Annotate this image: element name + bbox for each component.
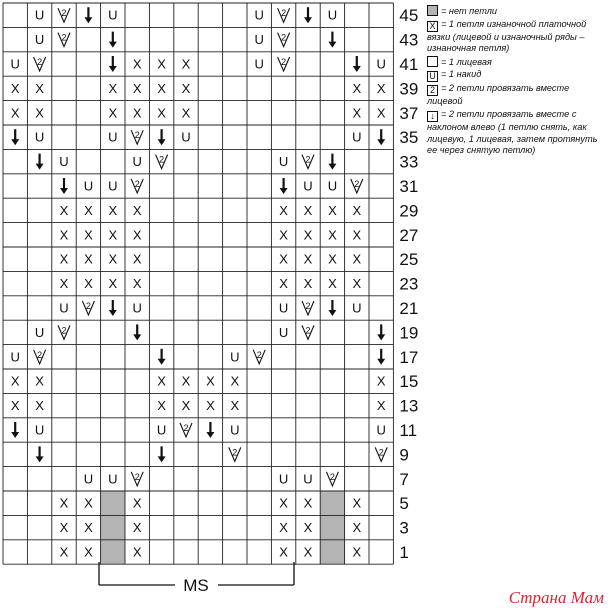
- ssk-arrow-symbol: [377, 129, 385, 145]
- purl-symbol: X: [108, 227, 118, 243]
- k2tog-symbol: [302, 325, 314, 339]
- purl-symbol: X: [10, 373, 20, 389]
- yarn-over-symbol: U: [83, 471, 94, 487]
- purl-symbol: X: [328, 276, 337, 292]
- purl-symbol: X: [10, 80, 20, 96]
- ssk-arrow-symbol: [11, 129, 19, 145]
- purl-symbol: X: [376, 80, 386, 96]
- yarn-over-symbol: U: [10, 56, 20, 72]
- ssk-arrow-symbol: [158, 446, 166, 462]
- purl-symbol: X: [84, 520, 93, 536]
- row-number: 37: [399, 103, 419, 123]
- purl-symbol: X: [84, 227, 93, 243]
- no-stitch-cell: [320, 491, 344, 515]
- purl-symbol: X: [84, 544, 93, 560]
- yarn-over-symbol: U: [278, 154, 289, 170]
- ssk-arrow-symbol: [328, 32, 336, 48]
- k2tog-symbol: [131, 179, 143, 193]
- purl-symbol: X: [181, 105, 191, 121]
- k2tog-number: 2: [305, 301, 311, 311]
- ssk-arrow-symbol: [328, 154, 336, 170]
- k2tog-number: 2: [37, 349, 43, 360]
- purl-symbol: X: [132, 495, 142, 511]
- row-number: 19: [399, 323, 419, 343]
- k2tog-number: 2: [159, 154, 165, 165]
- k2tog-symbol: [229, 447, 241, 461]
- legend-item: [427, 83, 607, 108]
- k2tog-symbol: [278, 57, 290, 71]
- k2tog-number: 2: [329, 471, 335, 482]
- ssk-arrow-symbol: [84, 7, 92, 23]
- k2tog-symbol: [375, 447, 387, 461]
- row-number: 5: [399, 494, 409, 514]
- legend-item: [427, 69, 607, 82]
- k2tog-number: 2: [134, 130, 140, 141]
- yarn-over-symbol: U: [254, 32, 264, 48]
- purl-symbol: X: [352, 276, 362, 292]
- ssk-arrow-symbol: [158, 129, 166, 145]
- yarn-over-symbol: U: [376, 422, 386, 438]
- legend-text: = нет петли: [441, 6, 497, 16]
- k2tog-number: 2: [37, 57, 43, 67]
- legend-item: [427, 56, 607, 69]
- purl-symbol: X: [279, 202, 288, 218]
- purl-symbol: X: [132, 202, 142, 218]
- ssk-arrow-symbol: [11, 422, 19, 438]
- k2tog-symbol: [58, 325, 70, 339]
- row-number: 31: [399, 177, 419, 196]
- no-stitch-cell: [320, 515, 344, 539]
- yarn-over-symbol: U: [132, 300, 142, 316]
- purl-symbol: X: [35, 105, 44, 121]
- row-number: 13: [399, 396, 419, 416]
- k2tog-symbol: [156, 155, 168, 169]
- yarn-over-symbol: U: [230, 349, 240, 365]
- yarn-over-symbol: U: [108, 471, 118, 487]
- yarn-over-symbol: U: [108, 178, 118, 194]
- purl-symbol: X: [157, 373, 166, 389]
- purl-symbol: X: [376, 373, 386, 389]
- row-number: 17: [399, 347, 419, 367]
- row-number: 45: [399, 6, 419, 26]
- row-number: 3: [399, 518, 409, 538]
- ssk-arrow-symbol: [206, 422, 214, 438]
- purl-symbol: X: [108, 276, 118, 292]
- yarn-over-symbol: U: [34, 32, 45, 48]
- row-number: 29: [399, 201, 419, 221]
- k2tog-symbol: [131, 130, 143, 144]
- k2tog-number: 2: [61, 32, 67, 43]
- yarn-over-symbol: U: [278, 324, 289, 340]
- purl-symbol: X: [84, 251, 93, 267]
- purl-symbol: X: [59, 544, 69, 560]
- purl-symbol: X: [10, 105, 20, 121]
- row-number: 7: [399, 469, 409, 489]
- yarn-over-symbol: U: [34, 129, 45, 145]
- legend-text: = 1 лицевая: [441, 56, 492, 67]
- purl-symbol: X: [279, 251, 288, 267]
- purl-symbol: X: [132, 80, 142, 96]
- purl-symbol: X: [303, 202, 313, 218]
- purl-symbol: X: [352, 227, 362, 243]
- yarn-over-symbol: U: [59, 154, 69, 170]
- row-number: 9: [399, 445, 409, 465]
- purl-symbol: X: [132, 105, 142, 121]
- yarn-over-symbol: U: [303, 471, 313, 487]
- purl-symbol: X: [84, 495, 93, 511]
- purl-symbol: X: [303, 544, 313, 560]
- watermark: Страна Мам: [508, 588, 604, 607]
- purl-symbol: X: [303, 276, 313, 292]
- ssk-arrow-symbol: [328, 300, 336, 316]
- ssk-arrow-symbol: [377, 349, 385, 365]
- yarn-over-symbol: U: [376, 56, 386, 72]
- purl-symbol: X: [35, 80, 44, 96]
- repeat-label: MS: [183, 576, 209, 595]
- purl-symbol: X: [303, 520, 313, 536]
- purl-symbol: X: [206, 398, 215, 414]
- purl-symbol: X: [328, 227, 337, 243]
- purl-symbol: X: [352, 80, 362, 96]
- k2tog-symbol: [82, 301, 94, 315]
- purl-symbol: X: [157, 80, 166, 96]
- purl-symbol: X: [59, 202, 69, 218]
- k2tog-number: 2: [305, 325, 311, 336]
- no-stitch-cell: [320, 540, 344, 564]
- row-number: 35: [399, 128, 419, 148]
- purl-symbol: X: [230, 398, 240, 414]
- ssk-arrow-symbol: [280, 178, 288, 194]
- row-number: 1: [399, 543, 409, 562]
- k2tog-number: 2: [61, 325, 67, 336]
- purl-symbol: X: [352, 520, 362, 536]
- purl-symbol: X: [157, 56, 166, 72]
- purl-symbol: X: [279, 276, 288, 292]
- k2tog-symbol: [58, 33, 70, 47]
- legend-text: = 2 петли провязать вместе с наклоном влево (1 петлю снять, как лицевую, 1 лицевая, затем протянуть ее через снятую петлю): [427, 108, 598, 156]
- chart-cells: [11, 7, 388, 564]
- legend-text: = 1 петля изнаночной платочной вязки (лицевой и изнаночный ряды – изнаночная петля): [427, 18, 587, 54]
- purl-symbol: X: [132, 227, 142, 243]
- yarn-over-symbol: U: [34, 7, 45, 23]
- legend-text: = 2 петли провязать вместе лицевой: [427, 83, 570, 107]
- purl-symbol: X: [230, 373, 240, 389]
- purl-symbol: X: [181, 80, 191, 96]
- k2tog-symbol: [326, 472, 338, 486]
- purl-symbol: X: [132, 520, 142, 536]
- purl-symbol: X: [108, 105, 118, 121]
- purl-symbol: X: [279, 544, 288, 560]
- row-number: 33: [399, 152, 419, 172]
- k2tog-symbol: [278, 33, 290, 47]
- row-numbers: [399, 6, 418, 562]
- ssk-arrow-symbol: [36, 446, 44, 462]
- ssk-arrow-symbol: [109, 56, 117, 72]
- purl-symbol: X: [59, 520, 69, 536]
- ssk-arrow-symbol: [353, 56, 361, 72]
- no-stitch-cell: [101, 491, 125, 515]
- purl-symbol: X: [108, 80, 118, 96]
- k2tog-number: 2: [281, 57, 287, 67]
- purl-symbol: X: [181, 56, 191, 72]
- row-number: 41: [399, 55, 419, 74]
- k2tog-number: 2: [281, 8, 287, 19]
- purl-symbol: X: [132, 276, 142, 292]
- k2tog-symbol: [34, 57, 46, 71]
- purl-symbol: X: [10, 398, 20, 414]
- purl-symbol: X: [376, 105, 386, 121]
- yarn-over-symbol: U: [254, 56, 264, 72]
- ssk-arrow-symbol: [109, 32, 117, 48]
- k2tog-number: 2: [305, 154, 311, 165]
- purl-symbol: X: [181, 398, 191, 414]
- yarn-over-symbol: U: [352, 300, 362, 316]
- k2tog-symbol: [302, 155, 314, 169]
- purl-symbol: X: [206, 373, 215, 389]
- row-number: 25: [399, 250, 419, 270]
- legend: [427, 5, 607, 158]
- yarn-over-symbol: U: [327, 7, 338, 23]
- yarn-over-symbol: U: [59, 300, 69, 316]
- k2tog-number: 2: [378, 447, 384, 458]
- purl-symbol: X: [279, 520, 288, 536]
- purl-symbol: X: [352, 495, 362, 511]
- purl-symbol: X: [352, 105, 362, 121]
- yarn-over-icon: U: [427, 71, 438, 82]
- knit-icon: [427, 56, 438, 67]
- legend-text: = 1 накид: [441, 69, 482, 80]
- ssk-arrow-symbol: [377, 324, 385, 340]
- no-stitch-cell: [101, 540, 125, 564]
- row-number: 39: [399, 79, 419, 99]
- ssk-arrow-symbol: [109, 300, 117, 316]
- ssk-arrow-symbol: [36, 154, 44, 170]
- k2tog-symbol: [180, 423, 192, 437]
- purl-symbol: X: [279, 495, 288, 511]
- k2tog-symbol: [278, 8, 290, 22]
- purl-symbol: X: [303, 227, 313, 243]
- k2tog-number: 2: [134, 179, 140, 189]
- purl-symbol: X: [157, 105, 166, 121]
- purl-symbol: X: [59, 276, 69, 292]
- row-number: 27: [399, 225, 419, 245]
- row-number: 23: [399, 274, 419, 294]
- k2tog-symbol: [302, 301, 314, 315]
- legend-item: [427, 109, 607, 157]
- k2tog-symbol: [34, 350, 46, 364]
- purl-symbol: X: [352, 202, 362, 218]
- purl-symbol: X: [132, 544, 142, 560]
- k2tog-number: 2: [256, 349, 262, 360]
- yarn-over-symbol: U: [303, 178, 313, 194]
- yarn-over-symbol: U: [83, 178, 94, 194]
- yarn-over-symbol: U: [108, 7, 118, 23]
- k2tog-number: 2: [134, 471, 140, 482]
- purl-symbol: X: [84, 202, 93, 218]
- repeat-bracket: [99, 562, 294, 595]
- yarn-over-symbol: U: [254, 7, 264, 23]
- purl-symbol: X: [35, 398, 44, 414]
- yarn-over-symbol: U: [34, 422, 45, 438]
- purl-symbol: X: [303, 495, 313, 511]
- yarn-over-symbol: U: [181, 129, 191, 145]
- yarn-over-symbol: U: [278, 300, 289, 316]
- purl-symbol: X: [59, 227, 69, 243]
- yarn-over-symbol: U: [327, 178, 338, 194]
- k2tog-symbol: [58, 8, 70, 22]
- purl-symbol: X: [84, 276, 93, 292]
- yarn-over-symbol: U: [132, 154, 142, 170]
- ssk-arrow-symbol: [304, 7, 312, 23]
- purl-symbol: X: [181, 373, 191, 389]
- row-number: 21: [399, 299, 419, 318]
- purl-symbol: X: [35, 373, 44, 389]
- k2tog-number: 2: [281, 32, 287, 43]
- k2tog-symbol: [253, 350, 265, 364]
- k2tog-icon: 2: [427, 85, 438, 96]
- row-number: 11: [399, 421, 418, 440]
- purl-symbol: X: [279, 227, 288, 243]
- purl-symbol: X: [132, 56, 142, 72]
- purl-symbol: X: [59, 495, 69, 511]
- legend-item: [427, 5, 607, 18]
- yarn-over-symbol: U: [156, 422, 167, 438]
- purl-symbol: X: [303, 251, 313, 267]
- row-number: 15: [399, 372, 419, 392]
- purl-symbol: X: [59, 251, 69, 267]
- legend-item: [427, 19, 607, 55]
- purl-icon: X: [427, 21, 438, 32]
- purl-symbol: X: [157, 398, 166, 414]
- yarn-over-symbol: U: [10, 349, 20, 365]
- yarn-over-symbol: U: [278, 471, 289, 487]
- ssk-arrow-icon: ↓: [427, 111, 438, 122]
- ssk-arrow-symbol: [158, 349, 166, 365]
- purl-symbol: X: [352, 251, 362, 267]
- yarn-over-symbol: U: [230, 422, 240, 438]
- no-stitch-icon: [427, 5, 438, 16]
- k2tog-number: 2: [85, 301, 91, 311]
- yarn-over-symbol: U: [352, 129, 362, 145]
- ssk-arrow-symbol: [60, 178, 68, 194]
- yarn-over-symbol: U: [34, 324, 45, 340]
- k2tog-number: 2: [61, 8, 67, 19]
- no-stitch-cell: [101, 515, 125, 539]
- purl-symbol: X: [132, 251, 142, 267]
- purl-symbol: X: [352, 544, 362, 560]
- ssk-arrow-symbol: [133, 324, 141, 340]
- k2tog-symbol: [131, 472, 143, 486]
- purl-symbol: X: [376, 398, 386, 414]
- purl-symbol: X: [108, 251, 118, 267]
- row-number: 43: [399, 30, 419, 50]
- k2tog-number: 2: [354, 179, 360, 189]
- k2tog-symbol: [351, 179, 363, 193]
- purl-symbol: X: [328, 251, 337, 267]
- yarn-over-symbol: U: [108, 129, 118, 145]
- k2tog-number: 2: [183, 423, 189, 433]
- purl-symbol: X: [328, 202, 337, 218]
- purl-symbol: X: [108, 202, 118, 218]
- k2tog-number: 2: [232, 447, 238, 458]
